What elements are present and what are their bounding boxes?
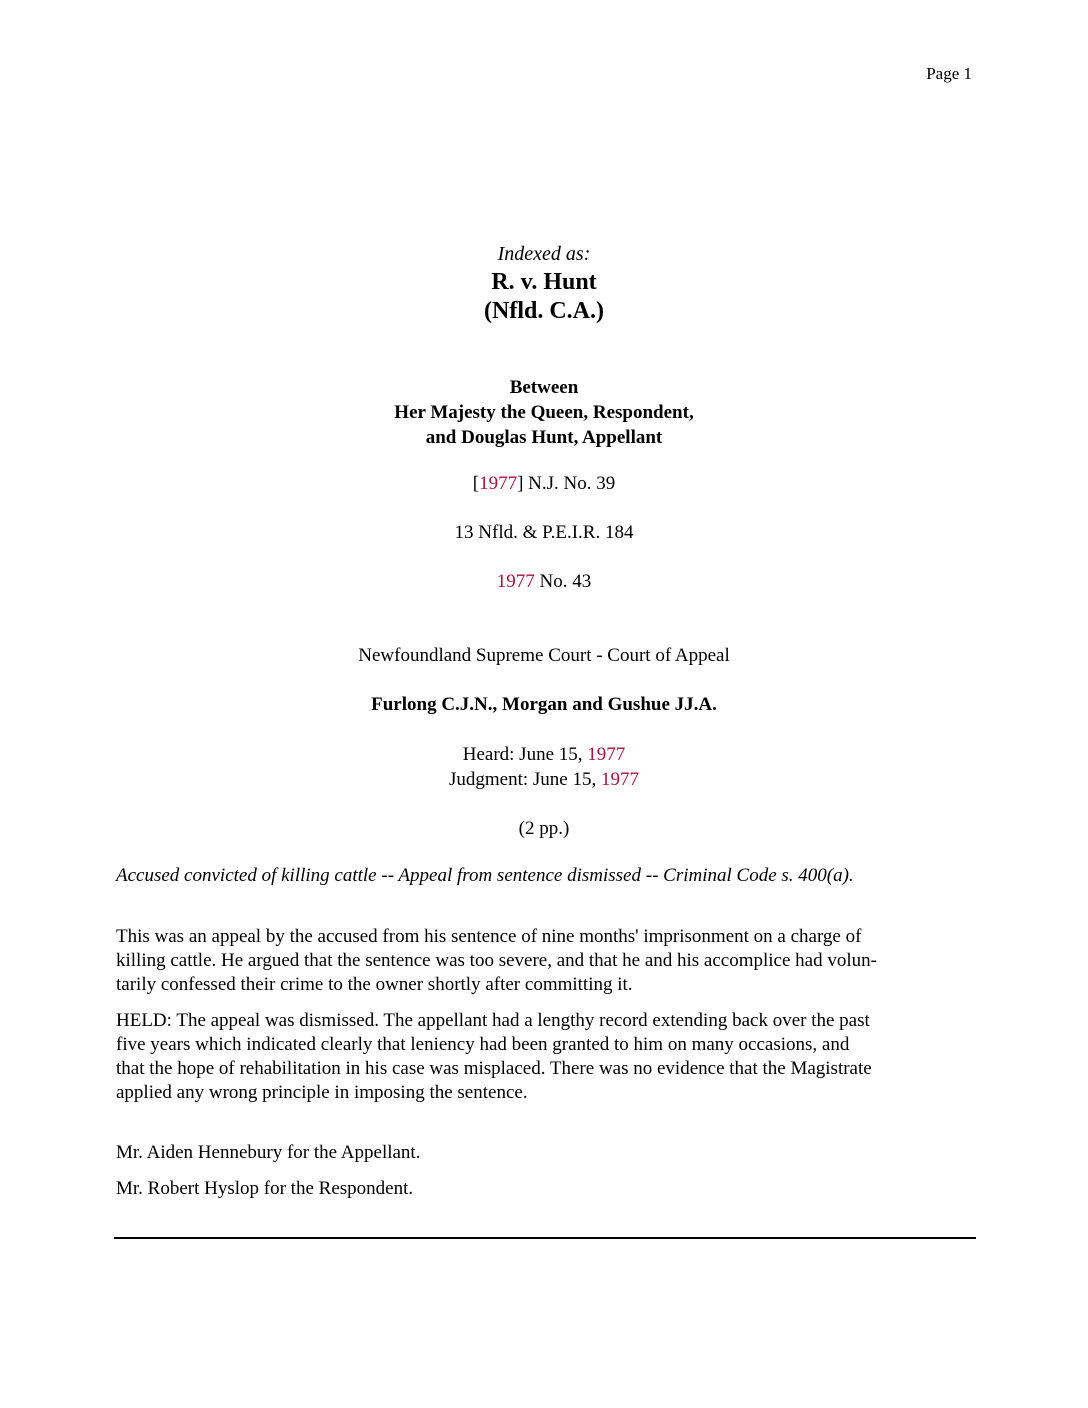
judgment-date (0, 767, 1088, 792)
counsel-appellant: Mr. Aiden Hennebury for the Appellant. (116, 1142, 421, 1163)
court-name: Newfoundland Supreme Court - Court of Appeal (358, 645, 730, 666)
parties-block (0, 375, 1088, 450)
heard-year-link[interactable]: 1977 (587, 744, 626, 765)
heard-prefix: Heard: June 15, (462, 744, 588, 765)
citation-year-link[interactable]: 1977 (479, 473, 518, 494)
heard-date (0, 742, 1088, 767)
party-respondent: Her Majesty the Queen, Respondent, (394, 402, 694, 423)
judges: Furlong C.J.N., Morgan and Gushue JJ.A. (371, 694, 717, 715)
text-line: applied any wrong principle in imposing the sentence. (116, 1082, 528, 1103)
citation-year-link[interactable]: 1977 (496, 571, 535, 592)
case-summary: Accused convicted of killing cattle -- Appeal from sentence dismissed -- Criminal Code s. 400(a). (116, 865, 854, 886)
court-abbrev: (Nfld. C.A.) (484, 298, 604, 324)
citation-nfld: 13 Nfld. & P.E.I.R. 184 (454, 522, 634, 543)
between-label: Between (509, 377, 579, 398)
text-line: tarily confessed their crime to the owner shortly after committing it. (116, 974, 633, 995)
citation-nj (0, 473, 1088, 495)
party-appellant: and Douglas Hunt, Appellant (425, 427, 663, 448)
case-name: R. v. Hunt (491, 269, 597, 295)
text-line: five years which indicated clearly that leniency had been granted to him on many occasions, and (116, 1034, 850, 1055)
judgment-prefix: Judgment: June 15, (449, 769, 601, 790)
counsel-respondent: Mr. Robert Hyslop for the Respondent. (116, 1178, 414, 1199)
judgment-year-link[interactable]: 1977 (601, 769, 639, 790)
text-line: This was an appeal by the accused from his sentence of nine months' imprisonment on a charge of (116, 926, 862, 947)
paragraph-facts (116, 925, 976, 997)
citation-rest: No. 43 (534, 571, 592, 592)
text-line: that the hope of rehabilitation in his case was misplaced. There was no evidence that the Magistrate (116, 1058, 872, 1079)
divider-rule (114, 1237, 976, 1239)
case-title (0, 268, 1088, 326)
paragraph-held (116, 1009, 976, 1105)
dates-block (0, 742, 1088, 792)
indexed-as-label: Indexed as: (497, 243, 591, 265)
citation-open-bracket: [ (472, 473, 480, 494)
page-number: Page 1 (926, 64, 972, 83)
text-line: HELD: The appeal was dismissed. The appellant had a lengthy record extending back over the past (116, 1010, 870, 1031)
citation-rest: ] N.J. No. 39 (517, 473, 616, 494)
page-count: (2 pp.) (518, 818, 570, 839)
text-line: killing cattle. He argued that the sentence was too severe, and that he and his accomplice had volun- (116, 950, 877, 971)
citation-number (0, 571, 1088, 593)
